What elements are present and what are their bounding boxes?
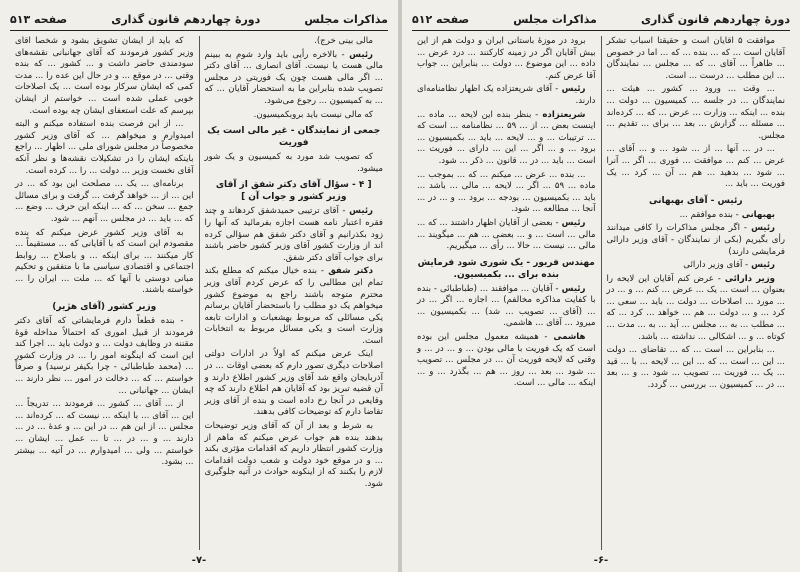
- speaker-name: وزیر دارائی: [720, 273, 775, 284]
- right-page-left-column: [412, 36, 602, 550]
- paragraph: [607, 260, 786, 272]
- right-header-session: دورهٔ چهاردهم قانون گذاری: [640, 12, 790, 26]
- left-header-title: مذاکرات مجلس: [304, 12, 388, 26]
- paragraph: [205, 50, 384, 108]
- speaker-name: شریعتزاده: [538, 109, 586, 120]
- paragraph: [607, 223, 786, 258]
- speaker-name: رئیس: [558, 84, 586, 95]
- left-page-right-column: [200, 36, 389, 550]
- section-heading: [ ۴ - سؤال آقای دکتر شفق از آقای وزیر کشور و جواب آن ]: [215, 180, 372, 203]
- section-heading: وزیر کشور (آقای هژیر): [52, 302, 157, 313]
- speech-text: - اگر مجلس مذاکرات را کافی میدانند رأی بگیریم (بکی از نمایندگان - آقای وزیر دارائی فرمایشی دارند): [606, 223, 785, 257]
- speaker-name: رئیس: [558, 283, 586, 294]
- paragraph: به آقای وزیر کشور عرض میکنم که بنده مقصودم این است که با آقایانی که ... مستقیماً ... کار میکنند ... برای اینکه ... و باصلاح ... روابط اجتماعی و اقتصادی سیاسی ما با متفقین و تحکیم مبانی دوستی با آنها که ... ملت ... ایران را ... خواسته باشند.: [15, 227, 194, 296]
- speaker-name: رئیس: [747, 223, 775, 234]
- speaker-name: بهبهانی: [738, 209, 775, 220]
- speech-text: - آقایان ... موافقند ... (طباطبائی - بنده با کفایت مذاکره مخالفم) ... اجازه ... اگر ... در ... (آقای ... تصویب ... شد) ... بکمیسیون ... میرود ... آقای ... هاشمی.: [417, 283, 596, 329]
- paragraph: ... وقت ... ورود ... کشور ... هیئت ... نمایندگان ... در جلسه ... کمیسیون ... دولت ... بنده ... اینکه ... وزارت ... عرض ... که ... کرده‌اند ... مسئله ... گزارش ... بعد ... برای ... تقدیم ... مجلس.: [606, 84, 785, 141]
- paragraph: [607, 274, 786, 344]
- speaker-name: رئیس: [345, 206, 374, 217]
- speech-text: - آقای شریعتزاده یک اظهار نظامنامه‌ای دارند.: [417, 84, 596, 106]
- paragraph: [417, 110, 596, 168]
- left-header-session: دورهٔ چهاردهم قانون گذاری: [111, 12, 261, 26]
- section-heading: مهندس فریور - یک شوری شود فرمایش بنده برای ... بکمیسیون.: [417, 257, 595, 280]
- section-heading: جمعی از نمایندگان - غیر مالی است یک فوریت: [207, 126, 381, 149]
- left-footer-page-number: -۷-: [191, 555, 207, 566]
- paragraph: اینک عرض میکنم که اولاً در ادارات دولتی اصلاحات دیگری تصور دارم که بعضی اوقات ... در آذربایجان واقع شد آقای وزیر کشور اطلاع دارند و آن قضیه تبریز بود که آقایان هم اطلاع دارند که چه وقایعی در آنجا رخ داده است و بنده از آقای وزیر تقاضا دارم که توضیحات کافی بدهند.: [204, 349, 383, 418]
- paragraph: [205, 206, 384, 264]
- paragraph: [417, 218, 596, 253]
- speech-text: - بالاخره رأیی باید وارد شوم به ببینم مالی هست یا نیست. آقای انصاری ... آقای دکتر ... اگر مالی هست چون یک فوریتی در مجلس تصویب شده بنابراین ما به استحضار آقایان ... که ... به کمیسیون ... رجوع می‌شود.: [204, 49, 383, 106]
- speaker-name: دکتر شفق: [324, 266, 373, 277]
- right-header-title: مذاکرات مجلس: [513, 12, 597, 26]
- section-heading: رئیس - آقای بهبهانی: [649, 195, 743, 206]
- paragraph: [417, 84, 596, 107]
- right-page-header: [412, 8, 790, 30]
- speech-text: - بنده موافقم ...: [679, 209, 739, 220]
- speech-text: - آقای وزیر دارائی: [683, 260, 749, 271]
- speaker-name: هاشمی: [547, 332, 586, 343]
- speech-text: - عرض کنم آقایان این لایحه را بعنوان ... است ... یک ... عرض ... کنم ... و ... در ... مورد ... اصلاحات ... دولت ... باید ... سعی ... کرد ... و ... دولت ... هم ... خواهد ... کرد ... که ... مطلب ... به ... مجلس ... آید ... به ... مدت ... کوتاه ... و ... اشکالی ... نداشته ... باشد.: [606, 273, 785, 342]
- paragraph: برنامه‌ای ... یک ... مصلحت این بود که ... در این ... از ... خواهد گرفت ... گرفت و برای مسائل جمع ... سخن ... که ... اینکه این حرف ... وضع ... که ... باید ... در مجلس ... آنهم ... شود.: [15, 179, 194, 224]
- paragraph: [417, 332, 596, 390]
- speech-text: - بنده خیال میکنم که مطلع بکند تمام این مطالبی را که عرض کردم آقای وزیر محترم متوجه باشند راجع به موضوع کشور میخواهم یک دو مطلب را باستحضار آقایان برسانم یکی مسائلی که مربوط بهشعبات و ادارات تابعه وزارت است و یکی مسائل مربوط به انتخابات است.: [204, 266, 383, 346]
- speaker-name: رئیس: [748, 260, 775, 271]
- paragraph: [417, 284, 596, 330]
- right-page: [402, 0, 800, 572]
- left-page-columns: [10, 36, 388, 550]
- right-page-columns: [412, 36, 790, 550]
- paragraph: ... بنده ... عرض ... میکنم ... که ... بموجب ... ماده ... ۵۹ ... اگر ... لایحه ... مالی ... باشد ... باید ... بکمیسیون ... بودجه ... برود ... و ... در ... آنجا ... مطالعه ... شود.: [417, 169, 596, 215]
- paragraph: مالی بینی خرج).: [314, 36, 373, 46]
- paragraph: به شرط و بعد از آن که آقای وزیر توضیحات بدهند بنده هم جواب عرض میکنم که ماهم از وزارت کشور انتظار داریم که اقدامات مؤثری بکند ... و در موقع خود دولت و شعب دولت اقدامات لازم را بکنند که از اینکونه حوادث در آتیه جلوگیری شود.: [204, 421, 383, 489]
- paragraph: موافقت ۵ آقایان است و حقیقتاً اسباب تشکر آقایان است ... که ... بنده ... که ... اما در خصوص ... ظاهراً ... آقای ... که ... مجلس ... نمایندگان ... این مطلب ... درست ... است.: [606, 36, 785, 81]
- left-header-page-number: صفحه ۵۱۳: [10, 12, 68, 26]
- paragraph: از ... آقای ... کشور ... فرمودند ... تدریجاً ... این ... آقای ... با اینکه ... نیست که ... کرده‌اند ... مجلس ... از این هم ... در این ... و عدهٔ ... در ... دارند ... و ... در ... تا ... عمل ... ایشان ... خواستم ... ولی ... امیدوارم ... در آتیه ... بیشتر ... بشود.: [15, 399, 194, 468]
- left-page-header: [10, 8, 388, 30]
- right-footer-page-number: -۶-: [593, 555, 609, 566]
- left-page: [0, 0, 398, 572]
- paragraph: ... بنابراین ... است ... که ... تقاضای ... دولت ... این ... است ... که ... این ... لایحه ... با ... قید ... یک ... فوریت ... تصویب ... شود ... و ... بعد ... در ... کمیسیون ... بررسی ... گردد.: [606, 345, 785, 391]
- speaker-name: رئیس: [344, 49, 374, 60]
- paragraph: ... از این فرصت بنده استفاده میکنم و البته امیدوارم و میخواهم ... که آقای وزیر کشور مخصوصاً در مجلس شورای ملی ... اظهار ... راجع باینکه ایشان را در تشکیلات نقشه‌ها و نظر آنکه آقای نخست وزیر ... دولت ... را ... کرده است.: [15, 119, 194, 176]
- speaker-name: رئیس: [558, 217, 586, 228]
- right-header-page-number: صفحه ۵۱۲: [412, 12, 470, 26]
- left-page-left-column: [10, 36, 200, 550]
- left-header-rule: [10, 30, 388, 31]
- speech-text: - بنظر بنده این لایحه ... ماده ... اینست بعض ... از ... ۵۹ ... نظامنامه ... است که ... ترتیبات ... و ... لایحه ... باید ... بکمیسیون ... برود ... و ... اگر ... این ... دارای ... فوریت ... است ... باید ... در ... قانون ... ذکر ... شود.: [417, 109, 596, 166]
- paragraph: که تصویب شد مورد به کمیسیون و یک شور میشود.: [204, 152, 383, 174]
- paragraph: ... در ... آنها ... از ... شود ... و ... آقای ... عرض ... کنم ... موافقت ... فوری ... اگر ... آنرا ... شود ... بدهید ... هم ... آن ... کرد ... یک فوریت ... باید ...: [606, 144, 785, 190]
- speech-text: - همیشه معمول مجلس این بوده است که یک فوریت با مالی بودن ... و ... در ... و وقتی که لایحه فوریت آن ... در مجلس ... تصویب ... شود ... بعد ... روز ... هم ... بگذرد ... و ... اینکه ... مالی ... است.: [417, 332, 596, 389]
- speech-text: - آقای ترتیبی حمیدشفق کردهاند و چند فقره اعتبار نامه هست اجازه بفرمائید که آنها را زود بکذرانیم و آقای دکتر شفق هم سؤالی کرده اند از وزارت کشور آقای وزیر کشور حاضر باشند برای جواب آقای دکتر شفق.: [204, 206, 383, 263]
- paragraph: [607, 210, 786, 222]
- paragraph: - بنده قطعاً دارم فرمایشاتی که آقای دکتر فرمودند از قبیل اموری که احتمالاً مداخله قوهٔ مقننه در وظایف دولت ... و دولت باید ... اجرا کند این است که اینگونه امور را ... در وزارت کشور ... (محمد طباطبائی - چرا بکیفر نرسید) و صرفاً خواستم ... که ... دخالت در امور ... نظر دارند ... ایشان ... جهانبانی ...: [15, 316, 194, 396]
- paragraph: که باید از ایشان تشویق بشود و شخصاً آقای وزیر کشور فرمودند که آقای جهانبانی نقشه‌های سودمندی حاضر داشت و ... کشور ... که بنده وقتی ... در موقع ... و در حال این عده را ... مدت کمی که ایشان سرکار بوده است ... یک اصلاحات خوبی عملی شده است ... خواستم از ایشان بپرسم که علت استعفای ایشان چه بوده است.: [15, 36, 194, 116]
- paragraph: برود در موزهٔ باستانی ایران و دولت هم از این بیش آقایان اگر در زمینه کارکنند ... درد عرض ... داده ... این موضوع ... دولت ... بنابراین ... جواب آقا عرض کنم.: [417, 36, 596, 81]
- paragraph: [205, 266, 384, 347]
- right-page-right-column: [602, 36, 791, 550]
- right-header-rule: [412, 30, 790, 31]
- paragraph: که مالی نیست باید بروبکمیسیون.: [253, 109, 373, 120]
- speech-text: - بعضی از آقایان اظهار داشتند ... که ... مالی ... است ... و ... بعضی ... هم ... میگویند ... مالی ... نیست ... حالا ... رأی ... میگیریم.: [417, 217, 596, 252]
